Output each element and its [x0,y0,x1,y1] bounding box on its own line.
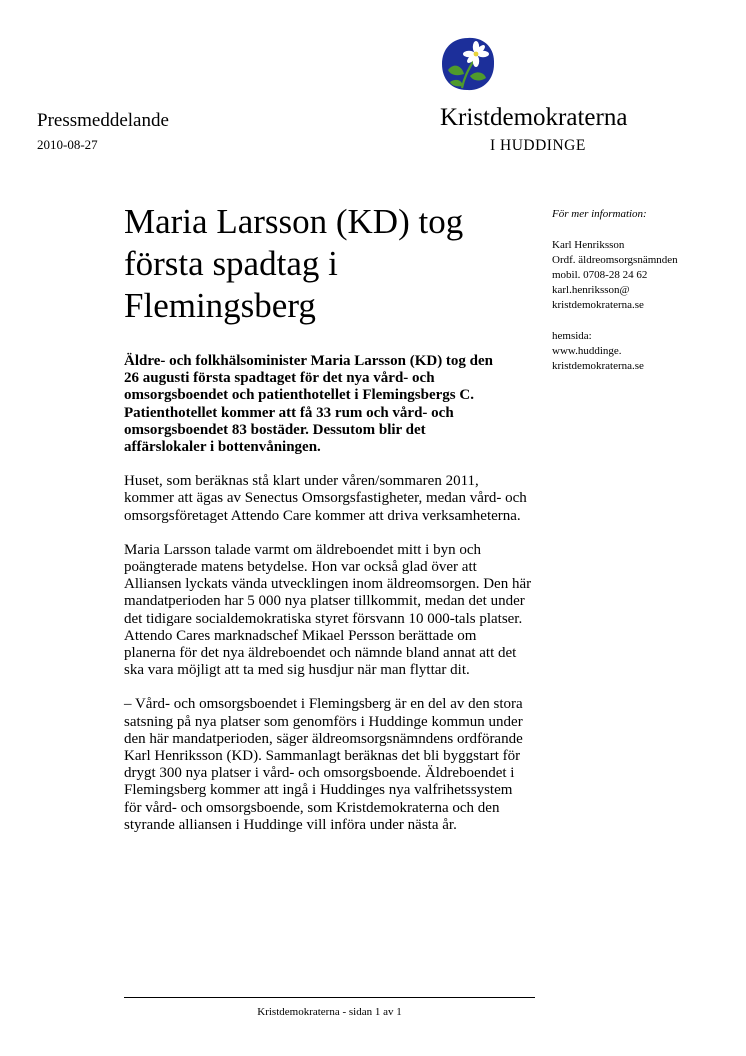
text-line: satsning på nya platser som genomförs i Huddinge kommun under [124,713,523,730]
body-paragraph [124,696,539,834]
anemone-flower-logo-icon [440,36,496,92]
article-headline [124,201,524,327]
text-line: mandatperioden har 5 000 nya platser tillkommit, medan det under [124,593,525,610]
text-line: det tidigare socialdemokratiska styret försvann 10 000-tals platser. [124,610,523,627]
text-line: Attendo Cares marknadschef Mikael Persson berättade om [124,627,477,644]
text-line: 26 augusti första spadtaget för det nya vård- och [124,370,435,387]
lead-paragraph [124,353,539,456]
contact-label: För mer information: [552,208,647,220]
text-line: Alliansen lyckats vända utvecklingen inom äldreomsorgen. Den här [124,576,532,593]
headline-line: första spadtag i [124,244,338,283]
article-body [124,353,539,851]
text-line: affärslokaler i bottenvåningen. [124,439,321,456]
body-paragraph [124,542,539,680]
party-logo [440,36,496,92]
website-block [552,329,742,374]
text-line: kommer att ägas av Senectus Omsorgsfastigheter, medan vård- och [124,490,527,507]
text-line: styrande alliansen i Huddinge vill införa under nästa år. [124,816,457,833]
contact-email-part: karl.henriksson@ [552,284,630,296]
body-paragraph [124,473,539,525]
text-line: för vård- och omsorgsboende, som Kristdemokraterna och den [124,799,500,816]
text-line: Flemingsberg kommer att ingå i Huddinges nya valfrihetssystem [124,782,513,799]
text-line: omsorgsföretaget Attendo Care kommer att driva verksamheterna. [124,507,521,524]
organization-name: Kristdemokraterna [440,104,628,131]
contact-email-part: kristdemokraterna.se [552,299,644,311]
contact-block [552,238,742,313]
headline-line: Flemingsberg [124,286,316,325]
text-line: den här mandatperioden, säger äldreomsorgsnämndens ordförande [124,730,523,747]
contact-role: Ordf. äldreomsorgsnämnden [552,254,678,266]
website-url-part: kristdemokraterna.se [552,360,644,372]
text-line: Äldre- och folkhälsominister Maria Larsson (KD) tog den [124,353,494,369]
text-line: Huset, som beräknas stå klart under våren/sommaren 2011, [124,473,479,490]
text-line: Maria Larsson talade varmt om äldreboendet mitt i byn och [124,541,481,558]
text-line: Karl Henriksson (KD). Sammanlagt beräknas det bli byggstart för [124,748,521,765]
contact-sidebar [552,207,742,390]
text-line: ska vara möjligt att ta med sig husdjur när man flyttar dit. [124,662,470,679]
website-url-part: www.huddinge. [552,345,622,357]
text-line: Patienthotellet kommer att få 33 rum och vård- och [124,404,454,421]
text-line: omsorgsboendet och patienthotellet i Flemingsbergs C. [124,387,474,404]
logo-blue-blob [442,38,494,90]
text-line: drygt 300 nya platser i vård- och omsorgsboende. Äldreboendet i [124,765,515,782]
text-line: poängterade matens betydelse. Hon var också glad över att [124,559,477,576]
contact-name: Karl Henriksson [552,239,625,251]
footer-page-info: Kristdemokraterna - sidan 1 av 1 [257,1006,402,1018]
document-date: 2010-08-27 [37,137,98,152]
text-line: – Vård- och omsorgsboendet i Flemingsberg är en del av den stora [124,696,523,713]
footer-divider [124,997,535,998]
text-line: planerna för det nya äldreboendet och nämnde bland annat att det [124,645,517,662]
organization-subtitle: I HUDDINGE [490,137,586,154]
document-type: Pressmeddelande [37,110,169,131]
contact-phone: mobil. 0708-28 24 62 [552,269,648,281]
headline-line: Maria Larsson (KD) tog [124,202,464,241]
website-label: hemsida: [552,330,592,342]
text-line: omsorgsboendet 83 bostäder. Dessutom blir det [124,421,426,438]
